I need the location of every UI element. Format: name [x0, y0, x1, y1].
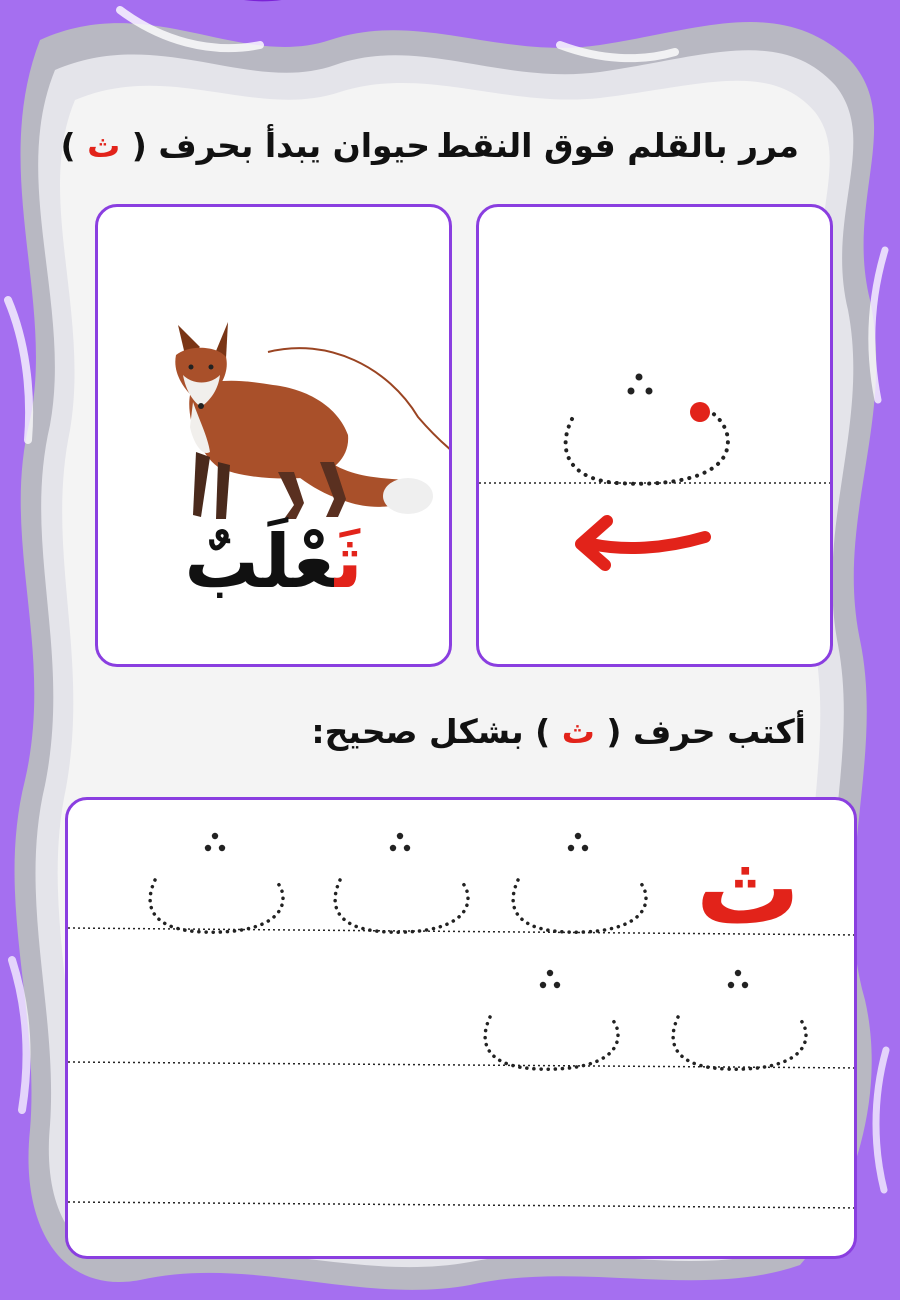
letter-dot [636, 374, 643, 381]
dotted-letter [513, 833, 646, 932]
letter-dot [628, 388, 635, 395]
animal-instruction-text: حيوان يبدأ بحرف ( [131, 126, 430, 165]
animal-instruction [60, 126, 430, 165]
dotted-letter [150, 833, 283, 932]
dotted-letter [335, 833, 468, 932]
writing-instruction [311, 712, 806, 751]
dotted-letter-shape [566, 412, 728, 484]
letter-dot [646, 388, 653, 395]
highlight-letter: ث [87, 126, 121, 165]
dotted-letter [673, 970, 806, 1069]
trace-instruction: مرر بالقلم فوق النقط [436, 126, 799, 165]
model-letter: ث [695, 826, 801, 948]
writing-letter: ث [561, 712, 595, 751]
dotted-letter [485, 970, 618, 1069]
writing-practice-card [65, 797, 857, 1259]
writing-line [68, 1062, 857, 1068]
start-dot [690, 402, 710, 422]
writing-instruction-prefix: أكتب حرف ( [606, 712, 806, 751]
close-paren: ) [60, 126, 76, 165]
trace-card [476, 204, 833, 667]
trace-area [479, 207, 833, 667]
practice-lines [68, 800, 857, 1259]
writing-instruction-suffix: ) بشكل صحيح: [311, 712, 551, 751]
arrow-left-icon [591, 537, 705, 548]
writing-line [68, 1202, 857, 1208]
animal-card [95, 204, 452, 667]
animal-word-rest: عْلَبٌ [184, 519, 335, 605]
animal-word [98, 519, 449, 605]
animal-word-first-letter: ثَ [334, 519, 363, 605]
